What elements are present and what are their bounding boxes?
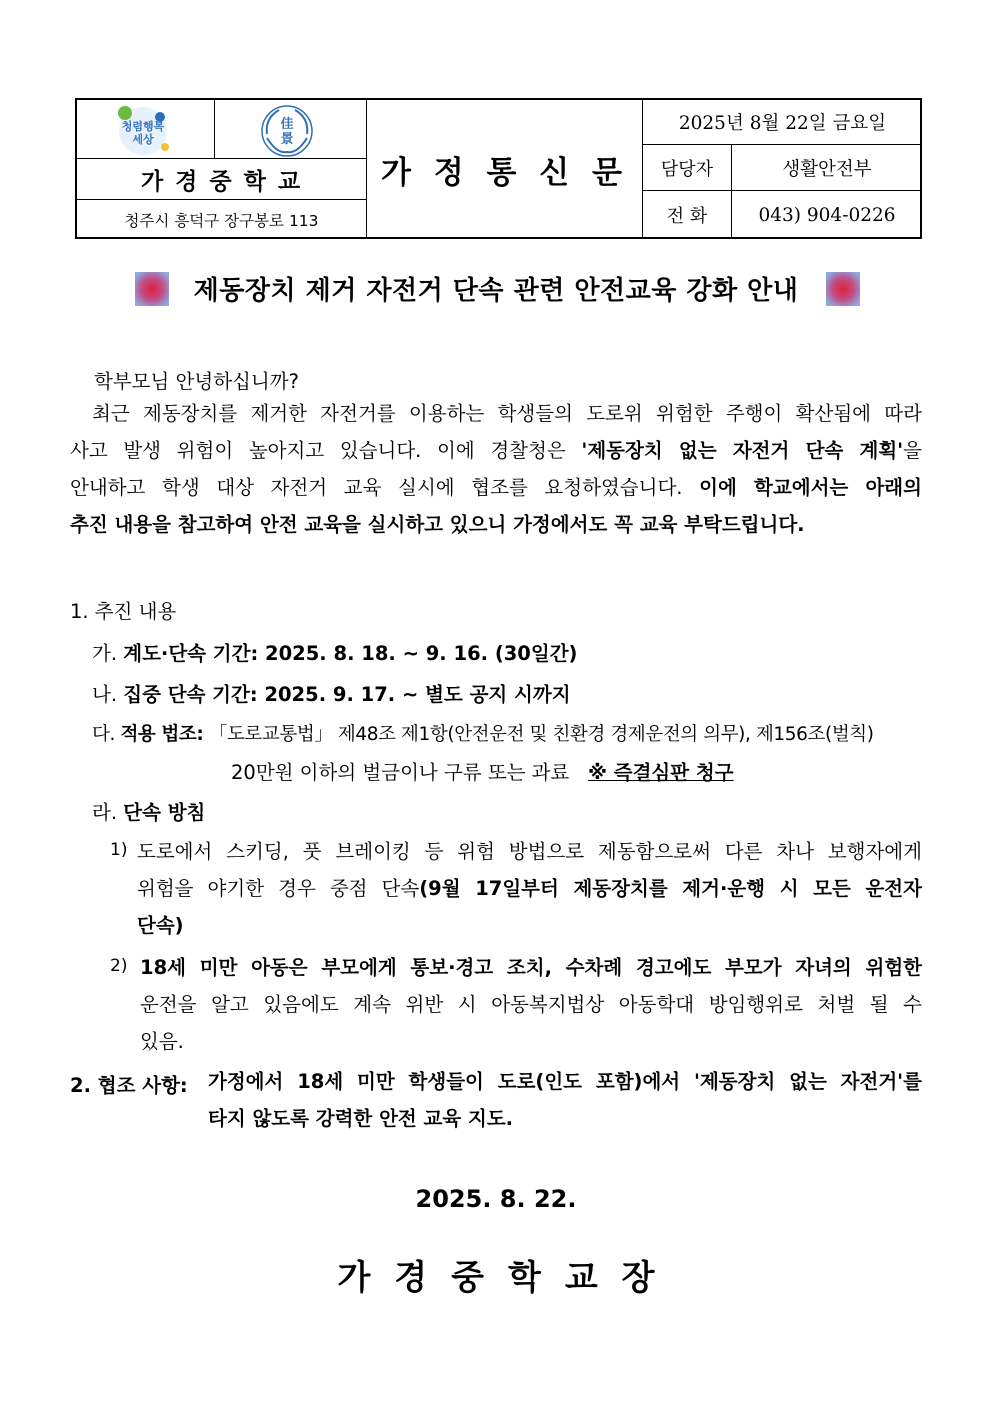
item-d2 bbox=[140, 949, 922, 1060]
svg-text:청렴행복: 청렴행복 bbox=[121, 120, 165, 133]
item-d1-line: 위험을 야기한 경우 중점 단속(9월 17일부터 제동장치를 제거·운행 시 모든 운전자 bbox=[137, 877, 922, 900]
greeting: 학부모님 안녕하십니까? bbox=[94, 370, 299, 393]
newsletter-title: 가 정 통 신 문 bbox=[381, 155, 628, 191]
item-d2-number: 2) bbox=[110, 956, 128, 976]
svg-text:세상: 세상 bbox=[132, 133, 154, 146]
section2-line: 가정에서 18세 미만 학생들이 도로(인도 포함)에서 '제동장치 없는 자전거'를 bbox=[208, 1070, 922, 1093]
phone-label: 전 화 bbox=[666, 206, 708, 227]
school-emblem-logo bbox=[257, 104, 317, 159]
phone-number: 043) 904-0226 bbox=[758, 204, 896, 226]
item-d1-line: 도로에서 스키딩, 풋 브레이킹 등 위험 방법으로 제동함으로써 다른 차나 보행자에게 bbox=[137, 840, 922, 863]
intro-line: 추진 내용을 참고하여 안전 교육을 실시하고 있으니 가정에서도 꼭 교육 부탁드립니다. bbox=[70, 513, 805, 536]
decorative-square-icon bbox=[826, 272, 860, 306]
item-c-penalty: 20만원 이하의 벌금이나 구류 또는 과료 ※ 즉결심판 청구 bbox=[231, 761, 734, 784]
school-address: 청주시 흥덕구 장구봉로 113 bbox=[124, 211, 319, 230]
item-d1-line: 단속) bbox=[137, 914, 184, 937]
footer-date: 2025. 8. 22. bbox=[415, 1185, 577, 1213]
section2-line: 타지 않도록 강력한 안전 교육 지도. bbox=[208, 1107, 514, 1130]
item-d1 bbox=[137, 833, 922, 944]
item-b: 나. 집중 단속 기간: 2025. 9. 17. ~ 별도 공지 시까지 bbox=[92, 683, 571, 706]
section2-text bbox=[208, 1063, 922, 1137]
item-d2-line: 있음. bbox=[140, 1030, 184, 1053]
item-d: 라. 단속 방침 bbox=[92, 801, 206, 824]
item-d2-line: 운전을 알고 있음에도 계속 위반 시 아동복지법상 아동학대 방임행위로 처벌 될 수 bbox=[140, 993, 922, 1016]
section1-heading: 1. 추진 내용 bbox=[70, 600, 177, 623]
intro-line: 사고 발생 위험이 높아지고 있습니다. 이에 경찰청은 '제동장치 없는 자전거 단속 계획'을 bbox=[70, 439, 922, 462]
intro-line: 최근 제동장치를 제거한 자전거를 이용하는 학생들의 도로위 위험한 주행이 확산됨에 따라 bbox=[92, 402, 922, 425]
svg-text:景: 景 bbox=[280, 132, 294, 147]
contact-label: 담당자 bbox=[660, 158, 714, 180]
decorative-square-icon bbox=[135, 272, 169, 306]
issue-date: 2025년 8월 22일 금요일 bbox=[678, 113, 887, 134]
notice-title-row bbox=[0, 270, 992, 307]
svg-text:佳: 佳 bbox=[280, 117, 294, 132]
intro-line: 안내하고 학생 대상 자전거 교육 실시에 협조를 요청하였습니다. 이에 학교에서는 아래의 bbox=[70, 476, 922, 499]
school-name: 가 경 중 학 교 bbox=[140, 167, 303, 195]
contact-department: 생활안전부 bbox=[782, 158, 872, 180]
item-c: 다. 적용 법조: 「도로교통법」 제48조 제1항(안전운전 및 친환경 경제운전의 의무), 제156조(벌칙) bbox=[92, 724, 874, 745]
item-d1-number: 1) bbox=[110, 840, 128, 860]
header-table bbox=[75, 98, 922, 239]
section2-heading: 2. 협조 사항: bbox=[70, 1074, 188, 1097]
intro-paragraph bbox=[70, 395, 922, 543]
notice-title: 제동장치 제거 자전거 단속 관련 안전교육 강화 안내 bbox=[193, 276, 799, 306]
item-d2-line: 18세 미만 아동은 부모에게 통보·경고 조치, 수차례 경고에도 부모가 자녀의 위험한 bbox=[140, 956, 922, 979]
school-slogan-logo bbox=[110, 103, 180, 158]
principal-signature: 가경중학교장 bbox=[337, 1258, 679, 1298]
item-a: 가. 계도·단속 기간: 2025. 8. 18. ~ 9. 16. (30일간) bbox=[92, 642, 578, 665]
